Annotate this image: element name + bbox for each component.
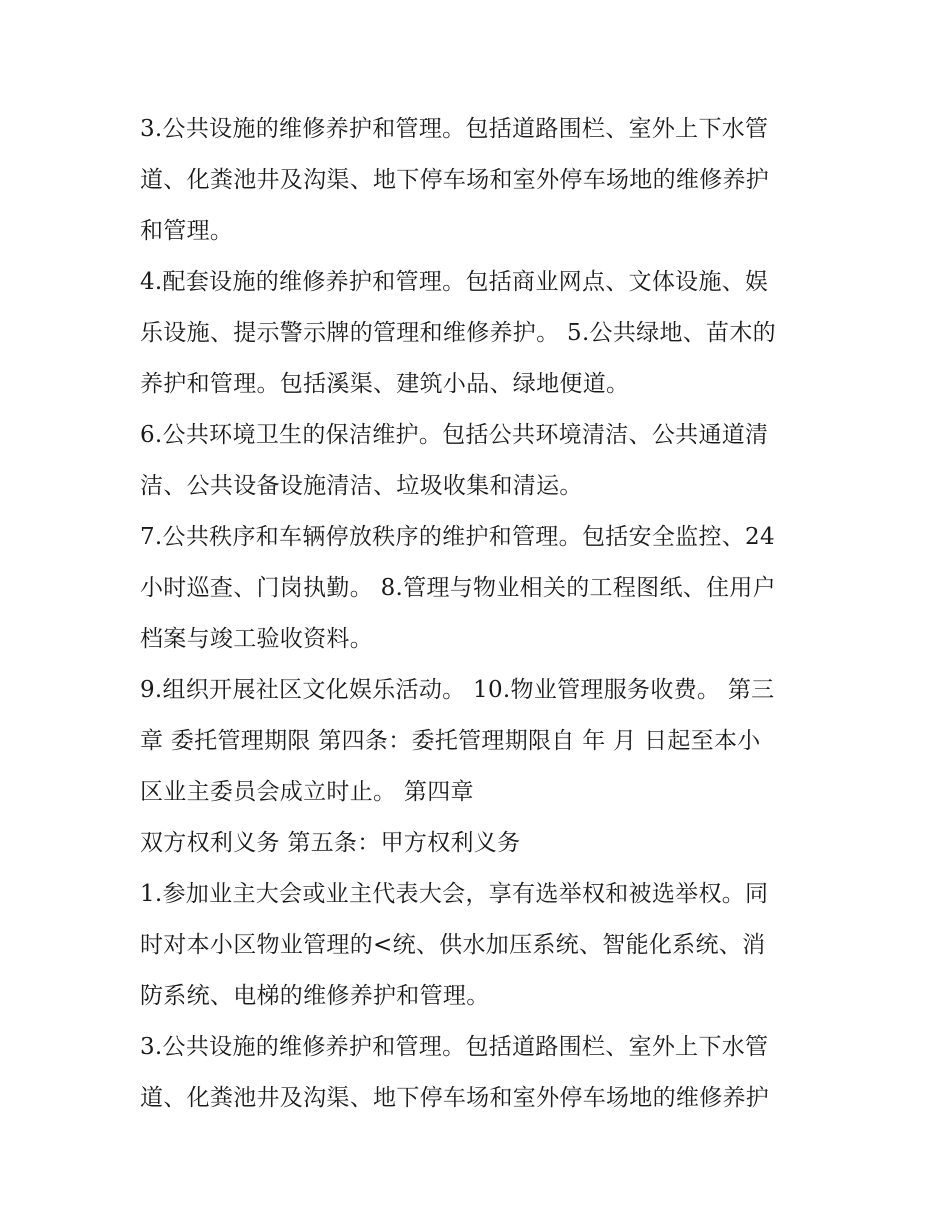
paragraph-item-3-repeat bbox=[140, 1022, 820, 1124]
paragraph-item-3 bbox=[140, 104, 820, 257]
paragraph-item-1 bbox=[140, 869, 820, 1022]
text-line: 道、化粪池井及沟渠、地下停车场和室外停车场地的维修养护 bbox=[140, 1085, 770, 1111]
text-line: 档案与竣工验收资料。 bbox=[140, 626, 373, 652]
text-line: 3.公共设施的维修养护和管理。包括道路围栏、室外上下水管 bbox=[140, 116, 769, 142]
paragraph-chapter-heading bbox=[140, 818, 820, 869]
paragraph-item-9-10 bbox=[140, 665, 820, 818]
text-line: 9.组织开展社区文化娱乐活动。 10.物业管理服务收费。 第三 bbox=[140, 677, 775, 703]
text-line: 小时巡查、门岗执勤。 8.管理与物业相关的工程图纸、住用户 bbox=[140, 575, 776, 601]
document-body bbox=[140, 104, 820, 1124]
text-line: 3.公共设施的维修养护和管理。包括道路围栏、室外上下水管 bbox=[140, 1034, 769, 1060]
text-line: 4.配套设施的维修养护和管理。包括商业网点、文体设施、娱 bbox=[140, 269, 769, 295]
paragraph-item-7-8 bbox=[140, 512, 820, 665]
text-line: 1.参加业主大会或业主代表大会，享有选举权和被选举权。同 bbox=[140, 881, 769, 907]
paragraph-item-4-5 bbox=[140, 257, 820, 410]
paragraph-item-6 bbox=[140, 410, 820, 512]
text-line: 和管理。 bbox=[140, 218, 234, 244]
text-line: 养护和管理。包括溪渠、建筑小品、绿地便道。 bbox=[140, 371, 630, 397]
text-line: 6.公共环境卫生的保洁维护。包括公共环境清洁、公共通道清 bbox=[140, 422, 769, 448]
text-line: 双方权利义务 第五条：甲方权利义务 bbox=[140, 830, 521, 856]
text-line: 时对本小区物业管理的<统、供水加压系统、智能化系统、消 bbox=[140, 932, 766, 958]
text-line: 章 委托管理期限 第四条：委托管理期限自 年 月 日起至本小 bbox=[140, 728, 761, 754]
text-line: 乐设施、提示警示牌的管理和维修养护。 5.公共绿地、苗木的 bbox=[140, 320, 776, 346]
text-line: 7.公共秩序和车辆停放秩序的维护和管理。包括安全监控、24 bbox=[140, 524, 775, 550]
text-line: 区业主委员会成立时止。 第四章 bbox=[140, 779, 474, 805]
text-line: 道、化粪池井及沟渠、地下停车场和室外停车场地的维修养护 bbox=[140, 167, 770, 193]
text-line: 洁、公共设备设施清洁、垃圾收集和清运。 bbox=[140, 473, 583, 499]
text-line: 防系统、电梯的维修养护和管理。 bbox=[140, 983, 490, 1009]
